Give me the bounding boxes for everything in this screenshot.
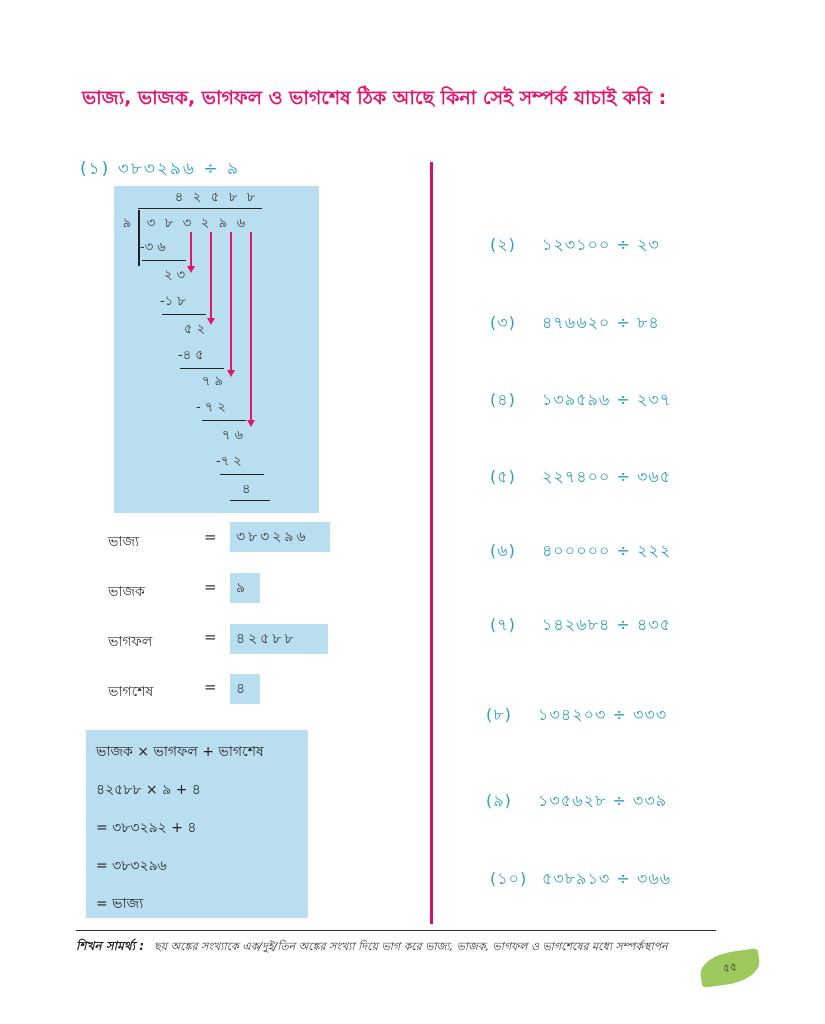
step-rule (142, 260, 186, 261)
problem-item (490, 464, 671, 491)
check-formula: ভাজক × ভাগফল + ভাগশেষ (96, 744, 264, 760)
problem-number: (৪) (490, 390, 516, 409)
step-subtrahend: -৭ ২ (216, 454, 242, 469)
step-subtrahend: -৩ ৬ (140, 240, 166, 255)
quotient-digit: ৮ (246, 190, 256, 205)
problem-item (490, 538, 671, 565)
bring-down-arrow (190, 232, 192, 268)
problem-number: (৯) (486, 791, 512, 810)
step-remainder: ২ ৩ (164, 268, 186, 283)
equals-sign: = (204, 578, 217, 596)
problem-item (490, 232, 660, 259)
long-division-box (114, 186, 319, 513)
step-rule (202, 420, 246, 421)
check-line: = ৩৮৩২৯২ + ৪ (96, 820, 197, 836)
quotient-digit: ২ (192, 190, 202, 205)
problem-item (486, 788, 667, 815)
column-divider (430, 162, 433, 924)
dividend-digit: ৮ (164, 216, 174, 231)
dividend-digit: ৬ (236, 216, 246, 231)
step-rule (220, 474, 264, 475)
step-subtrahend: -৪ ৫ (178, 348, 204, 363)
problem-item (490, 310, 660, 337)
step-remainder: ৫ ২ (184, 322, 206, 337)
divisor-digit: ৯ (122, 216, 132, 231)
dividend-digit: ৩ (146, 216, 156, 231)
bring-down-arrow (230, 232, 232, 372)
step-remainder: ৭ ৬ (222, 428, 244, 443)
step-subtrahend: - ৭ ২ (196, 400, 226, 415)
page-title: ভাজ্য, ভাজক, ভাগফল ও ভাগশেষ ঠিক আছে কিনা সেই সম্পর্ক যাচাই করি : (82, 87, 667, 109)
footer-label: শিখন সামর্থ্য : (76, 939, 145, 953)
step-rule (162, 314, 206, 315)
problem-expression: ৪০০০০০ ÷ ২২২ (542, 541, 672, 560)
problem-item (486, 702, 667, 729)
problem-number: (৩) (490, 313, 516, 332)
problem-number: (৬) (490, 541, 516, 560)
page-number-leaf: ৫৫ (698, 948, 762, 988)
problem-item (490, 387, 671, 414)
example-heading: (১) ৩৮৩২৯৬ ÷ ৯ (80, 159, 241, 179)
equals-sign: = (204, 628, 217, 646)
problem-number: (৫) (490, 467, 516, 486)
step-rule (180, 368, 224, 369)
problem-expression: ৪৭৬৬২০ ÷ ৮৪ (542, 313, 660, 332)
equals-sign: = (204, 528, 217, 546)
step-subtrahend: -১ ৮ (160, 294, 186, 309)
quotient-value: ৪২৫৮৮ (230, 624, 328, 654)
quotient-digit: ৮ (228, 190, 238, 205)
quotient-label: ভাগফল (108, 634, 153, 650)
problem-expression: ১২৩১০০ ÷ ২৩ (542, 235, 660, 254)
problem-number: (৮) (486, 705, 512, 724)
problem-expression: ১৪২৬৮৪ ÷ ৪৩৫ (542, 615, 672, 634)
dividend-digit: ২ (200, 216, 210, 231)
dividend-value: ৩৮৩২৯৬ (230, 522, 330, 552)
divisor-value: ৯ (230, 573, 260, 603)
dividend-digit: ৩ (182, 216, 192, 231)
quotient-rule (138, 208, 262, 209)
footer-divider (76, 930, 716, 931)
problem-number: (১০) (490, 869, 528, 888)
remainder-value: ৪ (230, 674, 260, 704)
problem-expression: ১৩৯৫৯৬ ÷ ২৩৭ (542, 390, 672, 409)
dividend-label: ভাজ্য (108, 534, 140, 550)
check-line: ৪২৫৮৮ × ৯ + ৪ (96, 782, 201, 798)
problem-number: (৭) (490, 615, 516, 634)
problem-item (490, 612, 671, 639)
footer-text: ছয় অঙ্কের সংখ্যাকে এক/দুই/তিন অঙ্কের সংখ্যা দিয়ে ভাগ করে ভাজ্য, ভাজক, ভাগফল ও ভাগশেষের মধ্যে সম্পর্কস্থাপন (154, 940, 668, 953)
problem-expression: ১৩৪২০৩ ÷ ৩৩৩ (538, 705, 668, 724)
problem-number: (২) (490, 235, 516, 254)
bring-down-arrow (210, 232, 212, 320)
problem-expression: ১৩৫৬২৮ ÷ ৩৩৯ (538, 791, 668, 810)
check-line: = ভাজ্য (96, 896, 144, 912)
equals-sign: = (204, 678, 217, 696)
dividend-digit: ৯ (218, 216, 228, 231)
problem-expression: ৫৩৮৯১৩ ÷ ৩৬৬ (542, 869, 672, 888)
step-remainder: ৪ (242, 482, 251, 497)
problem-item (490, 866, 671, 893)
verification-box (86, 730, 308, 918)
quotient-digit: ৪ (174, 190, 184, 205)
problem-expression: ২২৭৪০০ ÷ ৩৬৫ (542, 467, 672, 486)
step-rule (230, 500, 270, 501)
step-remainder: ৭ ৯ (202, 374, 224, 389)
bring-down-arrow (250, 232, 252, 422)
quotient-digit: ৫ (210, 190, 220, 205)
check-line: = ৩৮৩২৯৬ (96, 858, 167, 874)
remainder-label: ভাগশেষ (108, 684, 154, 700)
divisor-label: ভাজক (108, 584, 145, 600)
